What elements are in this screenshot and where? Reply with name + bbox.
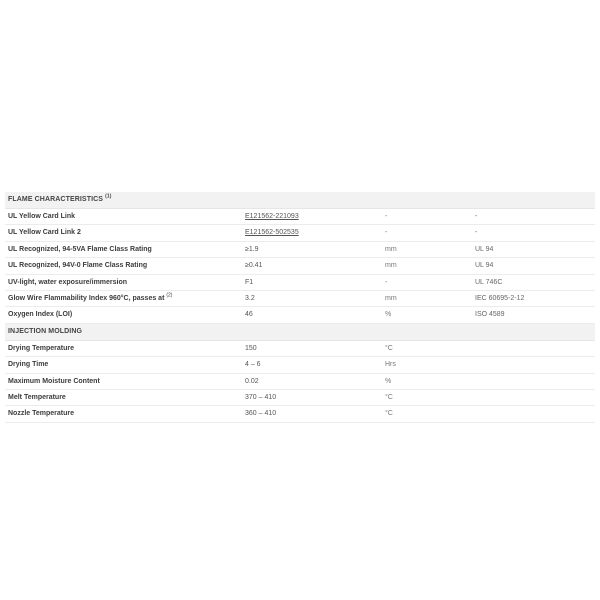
- unit-cell: mm: [385, 294, 397, 302]
- property-label: Oxygen Index (LOI): [8, 311, 73, 319]
- footnote-marker: (1): [105, 193, 112, 200]
- table-row: [5, 374, 595, 390]
- standard-cell: -: [475, 213, 478, 220]
- standard-cell: UL 746C: [475, 278, 503, 286]
- property-label: Nozzle Temperature: [8, 410, 74, 418]
- standard-cell: ISO 4589: [475, 311, 505, 319]
- table-row: [5, 291, 595, 307]
- table-row: [5, 242, 595, 258]
- table-row: [5, 357, 595, 373]
- table-row: [5, 209, 595, 225]
- value-cell: ≥1.9: [245, 245, 259, 253]
- section-title: FLAME CHARACTERISTICS: [8, 196, 104, 203]
- value-cell: 3.2: [245, 294, 255, 302]
- table-row: [5, 390, 595, 406]
- value-cell: 150: [245, 344, 257, 352]
- value-cell: 370 – 410: [245, 393, 277, 401]
- table-row: [5, 406, 595, 422]
- value-cell: 0.02: [245, 377, 259, 385]
- property-label: Maximum Moisture Content: [8, 377, 100, 385]
- unit-cell: %: [385, 311, 392, 319]
- table-row: [5, 275, 595, 291]
- property-label: Drying Time: [8, 361, 49, 369]
- table-row: [5, 307, 595, 323]
- standard-cell: UL 94: [475, 245, 494, 253]
- value-cell: 4 – 6: [245, 361, 261, 369]
- unit-cell: mm: [385, 262, 397, 270]
- unit-cell: °C: [385, 344, 393, 352]
- standard-cell: UL 94: [475, 262, 494, 270]
- property-label: Melt Temperature: [8, 393, 66, 401]
- unit-cell: Hrs: [385, 361, 396, 369]
- property-label: [8, 291, 240, 306]
- properties-table: [5, 192, 595, 423]
- property-label: UV-light, water exposure/immersion: [8, 278, 128, 286]
- property-label: UL Recognized, 94V-0 Flame Class Rating: [8, 262, 148, 270]
- value-cell: 46: [245, 311, 253, 319]
- table-row: [5, 258, 595, 274]
- property-text: Glow Wire Flammability Index 960°C, passes at: [8, 294, 165, 302]
- standard-cell: IEC 60695-2-12: [475, 294, 525, 302]
- standard-cell: -: [475, 229, 478, 237]
- property-label: UL Yellow Card Link 2: [8, 229, 81, 237]
- footnote-marker: (2): [166, 292, 173, 299]
- unit-cell: -: [385, 213, 388, 220]
- unit-cell: -: [385, 229, 388, 237]
- value-cell: F1: [245, 278, 254, 286]
- unit-cell: -: [385, 278, 388, 286]
- property-label: UL Recognized, 94-5VA Flame Class Rating: [8, 245, 152, 253]
- unit-cell: mm: [385, 245, 397, 253]
- table-row: [5, 225, 595, 241]
- flame-characteristics-header: [5, 192, 595, 209]
- table-row: [5, 341, 595, 357]
- yellow-card-link-2[interactable]: E121562-502535: [245, 229, 299, 237]
- unit-cell: °C: [385, 410, 393, 418]
- unit-cell: %: [385, 377, 392, 385]
- property-label: UL Yellow Card Link: [8, 213, 76, 220]
- property-label: Drying Temperature: [8, 344, 74, 352]
- value-cell: 360 – 410: [245, 410, 277, 418]
- section-title: INJECTION MOLDING: [8, 327, 83, 335]
- unit-cell: °C: [385, 393, 393, 401]
- yellow-card-link[interactable]: E121562-221093: [245, 213, 299, 220]
- injection-molding-header: [5, 324, 595, 341]
- value-cell: ≥0.41: [245, 262, 263, 270]
